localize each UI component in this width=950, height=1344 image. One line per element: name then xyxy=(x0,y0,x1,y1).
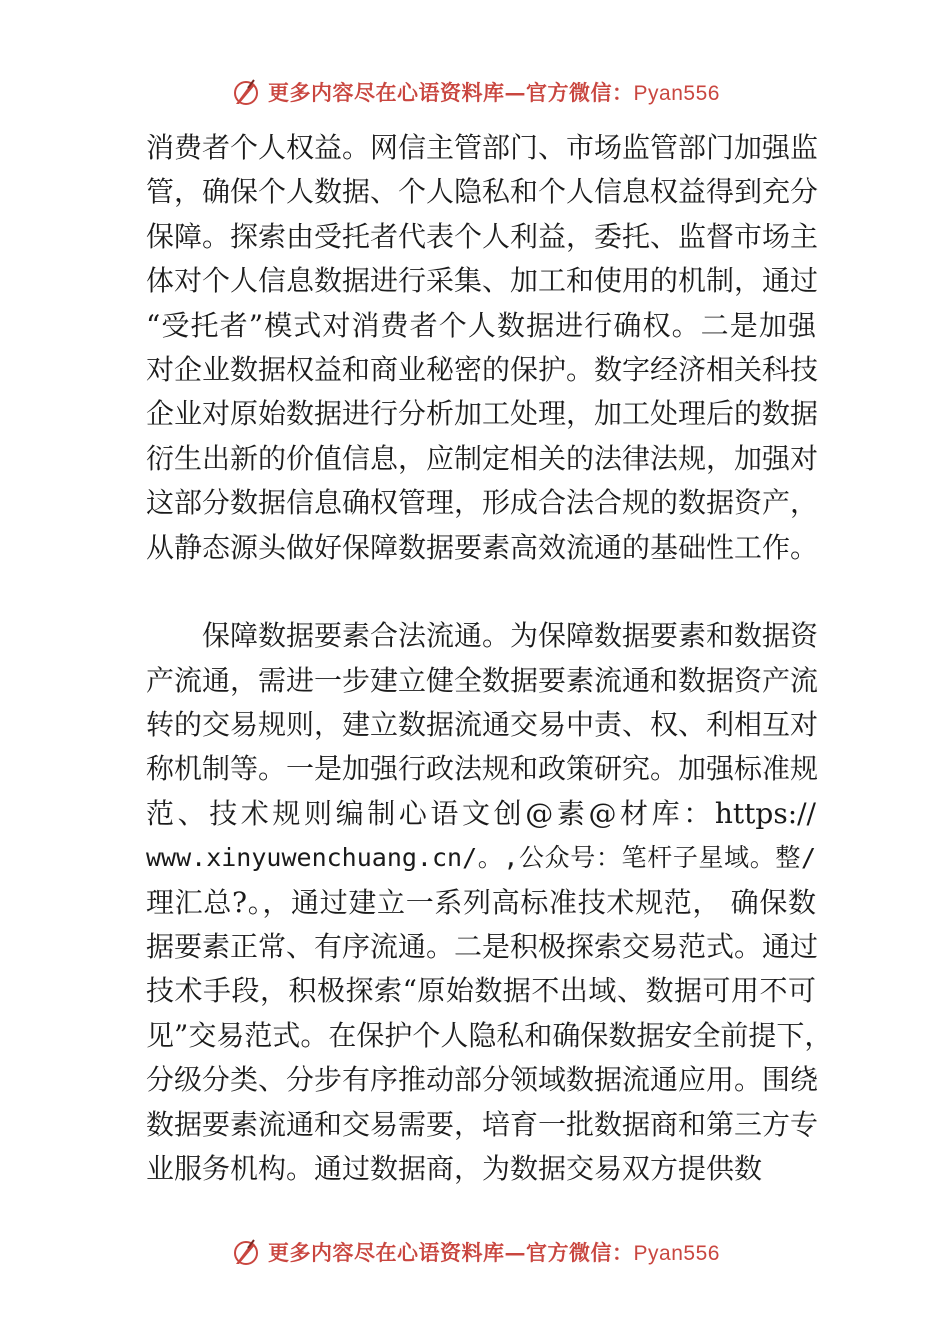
wechat-handle: Pyan556 xyxy=(633,82,720,105)
text-line: 分级分类、分步有序推动部分领域数据流通应用。围绕 xyxy=(146,1063,819,1097)
banner-slogan: 更多内容尽在心语资料库—官方微信： xyxy=(268,1240,634,1265)
text-line: 产流通，需进一步建立健全数据要素流通和数据资产流 xyxy=(146,663,819,697)
text-line: 称机制等。一是加强行政法规和政策研究。加强标准规 xyxy=(146,752,819,786)
text-line: 转的交易规则，建立数据流通交易中责、权、利相互对 xyxy=(146,708,819,742)
footer-banner xyxy=(0,1232,950,1272)
text-line: 体对个人信息数据进行采集、加工和使用的机制，通过 xyxy=(146,264,819,298)
text-line: 企业对原始数据进行分析加工处理，加工处理后的数据 xyxy=(146,397,819,431)
text-line: 技术手段，积极探索“原始数据不出域、数据可用不可 xyxy=(146,974,816,1008)
text-line: “受托者”模式对消费者个人数据进行确权。二是加强 xyxy=(146,308,816,342)
text-line: 保障数据要素合法流通。为保障数据要素和数据资 xyxy=(202,619,819,653)
text-line: 消费者个人权益。网信主管部门、市场监管部门加强监 xyxy=(146,131,819,164)
banner-slogan: 更多内容尽在心语资料库—官方微信： xyxy=(268,80,634,105)
wechat-handle: Pyan556 xyxy=(633,1242,720,1265)
quill-pen-logo-icon xyxy=(230,1236,262,1268)
text-line: 见”交易范式。在保护个人隐私和确保数据安全前提下， xyxy=(146,1018,833,1052)
text-line: 业服务机构。通过数据商，为数据交易双方提供数 xyxy=(146,1151,763,1185)
text-line: 这部分数据信息确权管理，形成合法合规的数据资产， xyxy=(146,486,819,520)
quill-pen-logo-icon xyxy=(230,76,262,108)
document-body xyxy=(146,126,833,1191)
text-line: 理汇总?。，通过建立一系列高标准技术规范， 确保数 xyxy=(146,885,816,919)
banner-text xyxy=(268,77,720,107)
text-line: 对企业数据权益和商业秘密的保护。数字经济相关科技 xyxy=(146,352,819,386)
text-line: 范、技术规则编制心语文创@素@材库：https:// xyxy=(146,796,816,830)
text-line: www.xinyuwenchuang.cn/。,公众号：笔杆子星域。整/ xyxy=(146,843,816,873)
paragraph-1 xyxy=(146,126,819,570)
banner-text xyxy=(268,1237,720,1267)
text-line: 衍生出新的价值信息，应制定相关的法律法规，加强对 xyxy=(146,441,819,475)
text-line: 管，确保个人数据、个人隐私和个人信息权益得到充分 xyxy=(146,175,819,209)
text-line: 保障。探索由受托者代表个人利益，委托、监督市场主 xyxy=(146,219,819,253)
header-banner xyxy=(0,72,950,112)
text-line: 数据要素流通和交易需要，培育一批数据商和第三方专 xyxy=(146,1107,819,1141)
text-line: 从静态源头做好保障数据要素高效流通的基础性工作。 xyxy=(146,530,819,564)
paragraph-gap xyxy=(146,570,816,614)
text-line: 据要素正常、有序流通。二是积极探索交易范式。通过 xyxy=(146,930,819,964)
paragraph-2 xyxy=(146,614,833,1191)
